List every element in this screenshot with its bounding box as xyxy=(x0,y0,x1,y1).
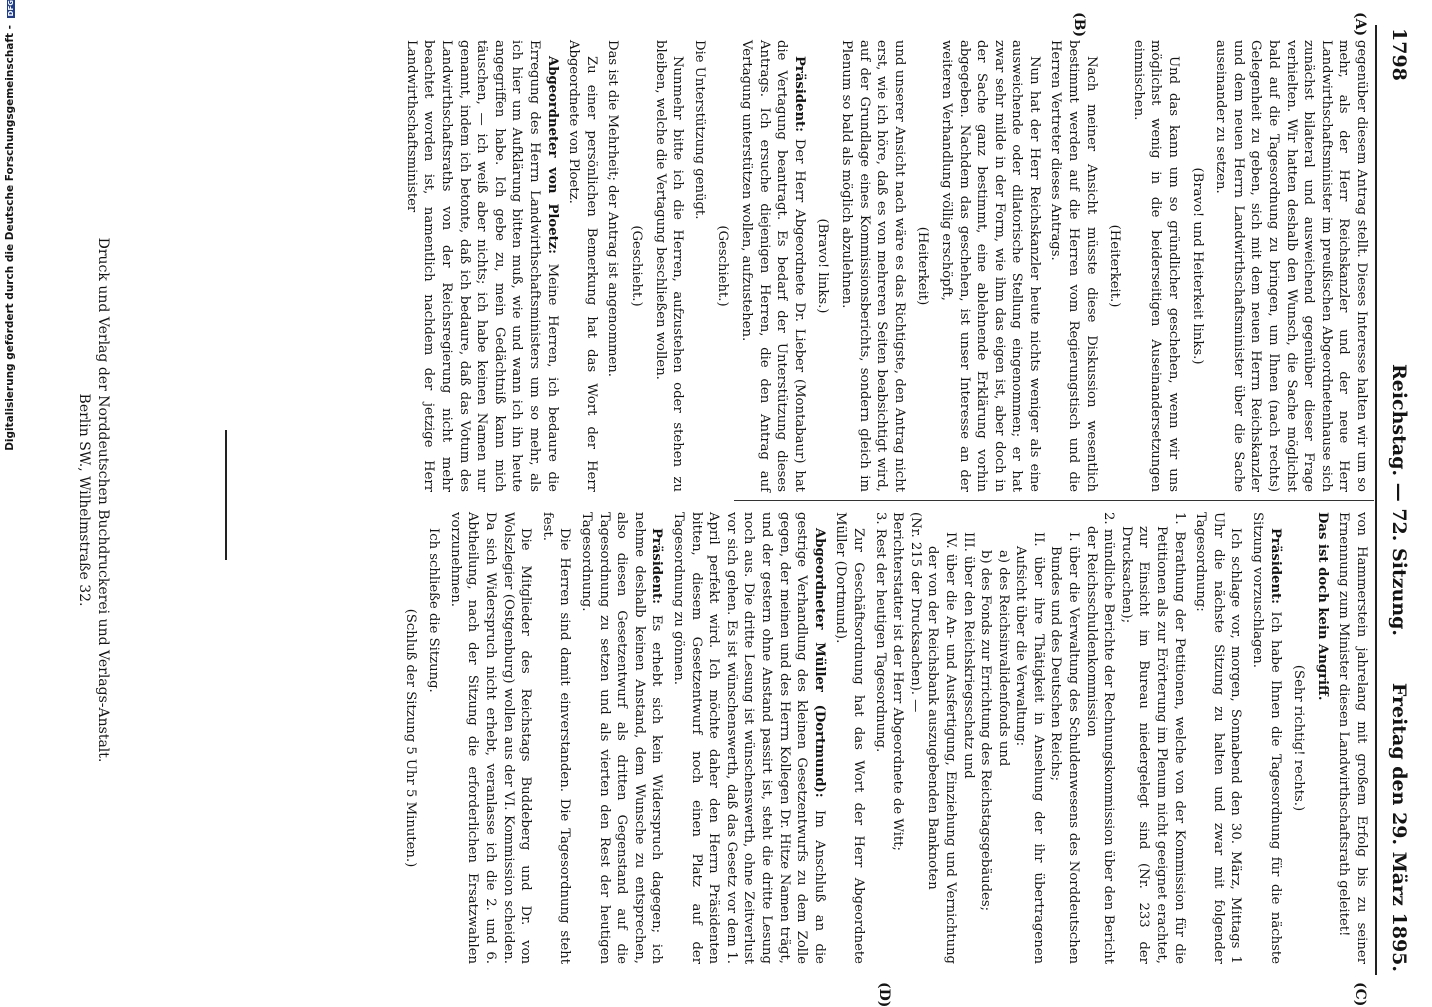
agenda-item: 1. Berathung der Petitionen, welche von der Kommission für die Petitionen als zur Erörterung im Plenum nicht geeignet erachtet, zur Einsicht im Bureau niedergelegt sind (Nr. 233 der Drucksachen); xyxy=(1118,512,1187,964)
speech-text: Der Herr Abgeordnete Dr. Lieber (Montabaur) hat die Vertagung beantragt. Es bedarf der Unterstützung dieses Antrags. Ich ersuche diejenigen Herren, die den Antrag auf Vertagung unterstützen wollen, aufzustehen. xyxy=(739,40,807,492)
paragraph: Ich schließe die Sitzung. xyxy=(426,528,442,693)
margin-letter-a: (A) xyxy=(1352,12,1368,37)
agenda-item: b) des Fonds zur Errichtung des Reichstagsgebäudes; xyxy=(978,550,994,912)
paragraph xyxy=(402,40,560,492)
stage-direction: (Sehr richtig! rechts.) xyxy=(1291,664,1307,812)
paragraph: Die Mitglieder des Reichstags Buddeberg und Dr. von Wolszlegier (Ostgenburg) wollen aus der VI. Kommission scheiden. Da sich Widerspruch nicht erhebt, veranlasse ich die 2. und 6. Abtheilung, nach der Sitzung die erforderlichen Ersatzwahlen vorzunehmen. xyxy=(447,512,534,964)
speaker-name: Präsident: xyxy=(649,528,665,605)
agenda-item: II. über ihre Thätigkeit in Ansehung der ihr übertragenen Aufsicht über die Verwaltung: xyxy=(1013,532,1046,964)
stage-direction: (Schluß der Sitzung 5 Uhr 5 Minuten.) xyxy=(402,608,418,868)
paragraph: Das ist die Mehrheit; der Antrag ist angenommen. xyxy=(605,40,621,377)
paragraph: von Hammerstein jahrelang mit großem Erfolg bis zu seiner Ernennung zum Minister diesen Landwirthschaftsrath geleitet! xyxy=(1336,512,1369,964)
paragraph: Zur Geschäftsordnung hat das Wort der Herr Abgeordnete Müller (Dortmund). xyxy=(833,512,866,964)
paragraph: Ich schlage vor, morgen, Sonnabend den 30. März, Mittags 1 Uhr die nächste Sitzung zu halten und zwar mit folgender Tagesordnung: xyxy=(1193,512,1244,964)
speaker-name: Abgeordneter von Ploetz: xyxy=(544,56,560,255)
speech-text: Im Anschluß an die gestrige Verhandlung des kleinen Gesetzentwurfs zu dem Zolle gegen, der meinen und des Herrn Kollegen Dr. Hitze Namen trägt, und der gestern ohne Anstand passirt ist, steht die dritte Lesung noch aus. Die dritte Lesung ist wünschenswerth, ohne Zeitverlust vor sich gehen. Es ist wünschenswerth, daß das Gesetz vor dem 1. April perfekt wird. Ich möchte daher den Herrn Präsidenten bitten, diesem Gesetzentwurf noch einen Platz auf der Tagesordnung zu gönnen. xyxy=(671,512,827,964)
paragraph: Die Herren sind damit einverstanden. Die Tagesordnung steht fest. xyxy=(539,512,573,964)
speech-text: Es erhebt sich kein Widerspruch dagegen; ich nehme deshalb keinen Anstand, dem Wunsche zu entsprechen, also diesen Gesetzentwurf als dritten Gegenstand auf die Tagesordnung zu setzen und als vierten den Rest der heutigen Tagesordnung. xyxy=(579,512,665,964)
header-rule xyxy=(1375,25,1377,975)
paragraph: Und das kann um so gründlicher geschehen, wenn wir uns möglichst wenig in die beiderseitigen Auseinandersetzungen einmischen. xyxy=(1130,40,1182,492)
imprint-line-2: Berlin SW., Wilhelmstraße 32. xyxy=(76,393,92,607)
paragraph xyxy=(1248,512,1283,964)
right-column xyxy=(402,512,1370,964)
agenda-item: a) des Reichsinvalidenfonds und xyxy=(995,550,1011,767)
paragraph: und unserer Ansicht nach wäre es das Richtigste, den Antrag nicht erst, wie ich höre, daß es von mehreren Seiten beabsichtigt wird, auf der Grundlage eines Kommissionsberichts, sondern gleich im Plenum so bald als möglich abzulehnen. xyxy=(838,40,907,492)
dfg-logo: DFG xyxy=(7,0,15,17)
speech-text: Meine Herren, ich bedaure die Erregung des Herrn Landwirthschaftsministers um so mehr, als ich hier um Aufklärung bitten muß, wie und wann ich ihn heute angegriffen habe. Ich gebe zu, mein Gedächtniß kann mich täuschen, — ich weiß aber nichts; ich habe keinen Namen nur genannt, indem ich betonte, daß ich bedaure, daß das Votum des Landwirthschaftsraths von der Reichsregierung nicht mehr beachtet worden ist, namentlich nachdem der jetzige Herr Landwirthschaftsminister xyxy=(403,40,560,492)
stage-direction: (Geschieht.) xyxy=(715,225,731,307)
paragraph: Zu einer persönlichen Bemerkung hat das Wort der Herr Abgeordnete von Ploetz. xyxy=(566,40,599,492)
imprint xyxy=(74,0,112,1000)
imprint-line-1: Druck und Verlag der Norddeutschen Buchdruckerei und Verlags-Anstalt. xyxy=(95,237,111,763)
speaker-name: Abgeordneter Müller (Dortmund): xyxy=(811,528,827,798)
agenda-item: III. über den Reichskriegsschatz und xyxy=(960,532,976,779)
paragraph xyxy=(669,512,827,964)
header-date: Freitag den 29. März 1895. xyxy=(1388,682,1410,972)
paragraph: Nunmehr bitte ich die Herren, aufzustehen oder stehen zu bleiben, welche die Vertagung beschließen wollen. xyxy=(652,40,686,492)
paragraph: gegenüber diesem Antrag stellt. Dieses Interesse halten wir um so mehr, als der Herr Reichskanzler und der neue Herr Landwirthschaftsminister im preußischen Abgeordnetenhause sich zunächst bilateral und ausweichend gegenüber dieser Frage verhielten. Wir hatten deshalb den Wunsch, die Sache möglichst bald auf die Tagesordnung zu bringen, um Ihnen (nach rechts) Gelegenheit zu geben, sich mit dem neuen Herrn Reichskanzler und dem neuen Herrn Landwirthschaftsminister über die Sache auseinander zu setzen. xyxy=(1213,40,1369,492)
page-header xyxy=(1380,28,1416,972)
paragraph xyxy=(737,40,807,492)
speaker-name: Präsident: xyxy=(1267,528,1283,605)
stage-direction: (Bravo! und Heiterkeit links.) xyxy=(1189,167,1205,365)
paragraph: Nun hat der Herr Reichskanzler heute nichts weniger als eine ausweichende oder dilatorische Stellung eingenommen; er hat zwar sehr milde in der Form, wie ihm das eigen ist, aber doch in der Sache ganz bestimmt, eine ablehnende Erklärung vorhin abgegeben. Nachdem das geschehen, ist unser Interesse an der weiteren Verhandlung völlig erschöpft, xyxy=(938,40,1042,492)
end-rule xyxy=(225,430,227,560)
stage-direction: (Geschieht.) xyxy=(629,225,645,307)
column-divider xyxy=(734,500,1374,501)
agenda-item: (Nr. 215 der Drucksachen). — xyxy=(907,512,923,713)
agenda-item: 2. mündliche Berichte der Rechnungskommission über den Bericht der Reichsschuldenkommission xyxy=(1083,512,1117,964)
agenda-item: Berichterstatter ist der Herr Abgeordnete de Witt; xyxy=(890,512,906,851)
left-column xyxy=(403,40,1370,492)
paragraph xyxy=(577,512,665,964)
paragraph: Das ist doch kein Angriff. xyxy=(1314,512,1330,701)
agenda-list xyxy=(871,512,1188,964)
paragraph: Nach meiner Ansicht müsste diese Diskussion wesentlich bestimmt werden auf die Herren vom Regierungstisch und die Herren Vertreter dieses Antrags. xyxy=(1048,40,1099,492)
stage-direction: (Bravo! links.) xyxy=(815,218,831,314)
margin-letter-b: (B) xyxy=(1071,12,1087,38)
agenda-item: IV. über die An- und Ausfertigung, Einziehung und Vernichtung der von der Reichsbank auszugebenden Banknoten xyxy=(925,532,958,964)
margin-letter-d: (D) xyxy=(876,982,892,1007)
header-title: Reichstag. — 72. Sitzung. xyxy=(1388,363,1410,637)
stage-direction: (Heiterkeit.) xyxy=(1107,224,1123,308)
digitization-note: Digitalisierung gefördert durch die Deutsche Forschungsgemeinschaft - xyxy=(4,25,16,451)
speaker-name: Präsident: xyxy=(791,56,807,133)
page-number: 1798 xyxy=(1388,28,1410,81)
speech-text: Ich habe Ihnen die Tagesordnung für die nächste Sitzung vorzuschlagen. xyxy=(1250,512,1283,964)
margin-letter-c: (C) xyxy=(1352,982,1368,1007)
agenda-item: 3. Rest der heutigen Tagesordnung. xyxy=(872,512,888,753)
paragraph: Die Unterstützung genügt. xyxy=(691,40,707,220)
agenda-item: I. über die Verwaltung des Schuldenwesens des Norddeutschen Bundes und des Deutschen Reichs; xyxy=(1048,532,1082,964)
stage-direction: (Heiterkeit) xyxy=(915,226,931,306)
digitization-strip xyxy=(4,0,20,1000)
